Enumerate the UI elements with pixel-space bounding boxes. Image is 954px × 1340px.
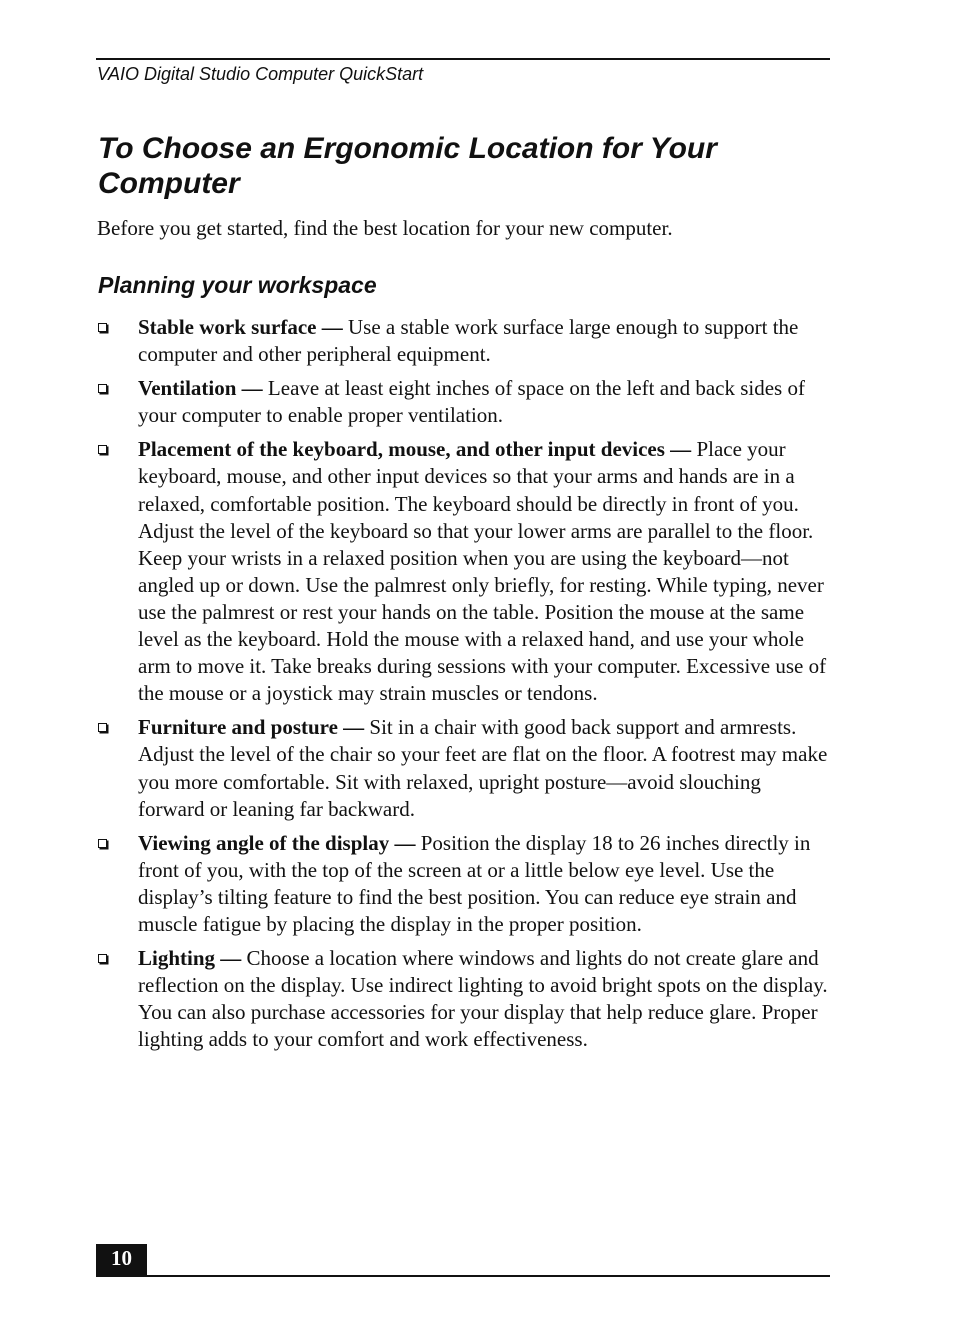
item-term: Stable work surface — (138, 315, 343, 339)
list-item-lighting (97, 945, 829, 1053)
list-item-stable-work-surface (97, 314, 829, 368)
checkbox-icon (98, 954, 107, 963)
item-term: Placement of the keyboard, mouse, and other input devices — (138, 437, 692, 462)
item-text: Choose a location where windows and lights do not create glare and reflection on the display. Use indirect lighting to avoid bright spots on the display. You can also purchase accessories for your display that help reduce glare. Proper lighting adds to your comfort and work effectiveness. (138, 946, 828, 1052)
checkbox-icon (98, 323, 107, 332)
item-text: Sit in a chair with good back support and armrests. Adjust the level of the chair so your feet are flat on the floor. A footrest may make you more comfortable. Sit with relaxed, upright posture—avoid slouching forward or leaning far backward. (138, 715, 828, 821)
item-term: Furniture and posture — (138, 715, 365, 740)
list-item-ventilation (97, 375, 829, 429)
checkbox-icon (98, 723, 107, 732)
checkbox-icon (98, 839, 107, 848)
item-term: Ventilation — (138, 376, 263, 401)
section-heading: Planning your workspace (98, 272, 377, 298)
checkbox-icon (98, 445, 107, 454)
list-item-furniture-posture (97, 714, 829, 822)
item-text: Leave at least eight inches of space on the left and back sides of your computer to enable proper ventilation. (138, 376, 805, 428)
header-rule (96, 58, 830, 60)
list-item-input-devices (97, 436, 829, 707)
page-title: To Choose an Ergonomic Location for Your Computer (98, 132, 717, 200)
page-number: 10 (96, 1244, 147, 1277)
item-text: Use a stable work surface large enough to support the computer and other peripheral equipment. (138, 315, 799, 367)
item-text: Place your keyboard, mouse, and other input devices so that your arms and hands are in a relaxed, comfortable position. The keyboard should be directly in front of you. Adjust the level of the keyboard so that your lower arms are parallel to the floor. Keep your wrists in a relaxed position when you are using the keyboard—not angled up or down. Use the palmrest only briefly, for resting. While typing, never use the palmrest or rest your hands on the table. Position the mouse at the same level as the keyboard. Hold the mouse with a relaxed hand, and use your whole arm to move it. Take breaks during sessions with your computer. Excessive use of the mouse or a joystick may strain muscles or tendons. (138, 437, 827, 706)
workspace-checklist (97, 314, 829, 1060)
item-term: Lighting — (138, 946, 242, 971)
item-term: Viewing angle of the display — (138, 830, 416, 855)
list-item-viewing-angle (97, 830, 829, 938)
intro-paragraph: Before you get started, find the best location for your new computer. (97, 216, 673, 240)
checkbox-icon (98, 384, 107, 393)
item-text: Position the display 18 to 26 inches directly in front of you, with the top of the screen at or a little below eye level. Use the display’s tilting feature to find the best position. You can reduce eye strain and muscle fatigue by placing the display in the proper position. (138, 830, 811, 936)
footer-rule (96, 1275, 830, 1277)
running-header: VAIO Digital Studio Computer QuickStart (97, 64, 424, 84)
